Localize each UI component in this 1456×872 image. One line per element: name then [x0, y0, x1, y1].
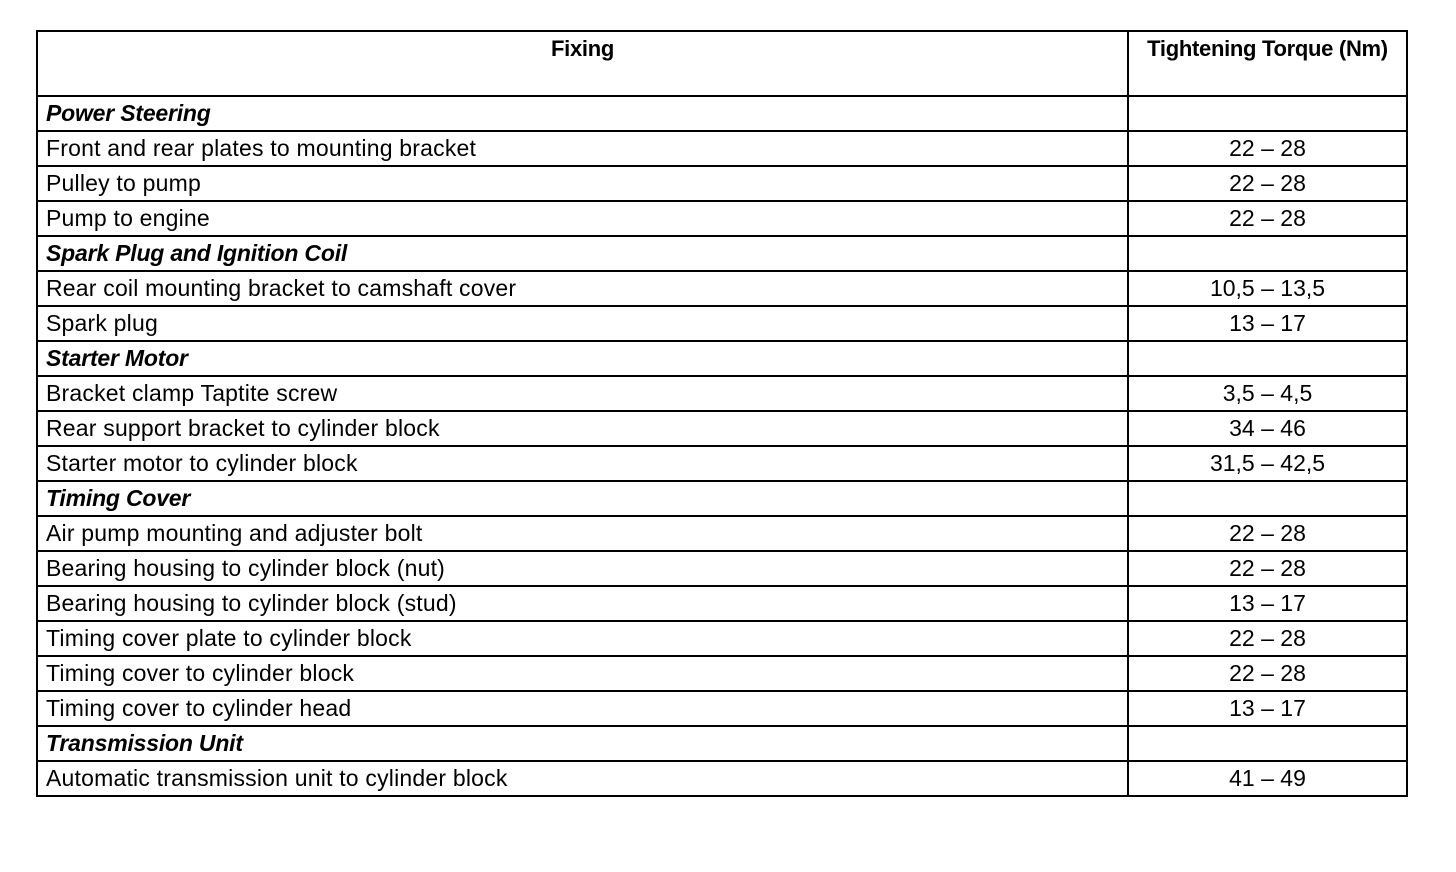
table-row — [37, 271, 1407, 306]
torque-cell: 31,5 – 42,5 — [1128, 446, 1407, 481]
torque-cell — [1128, 726, 1407, 761]
section-header-row — [37, 236, 1407, 271]
torque-cell — [1128, 341, 1407, 376]
fixing-cell: Timing cover plate to cylinder block — [37, 621, 1128, 656]
torque-cell: 3,5 – 4,5 — [1128, 376, 1407, 411]
table-row — [37, 201, 1407, 236]
torque-cell: 22 – 28 — [1128, 166, 1407, 201]
table-header-row — [37, 31, 1407, 96]
table-row — [37, 691, 1407, 726]
fixing-cell: Timing cover to cylinder block — [37, 656, 1128, 691]
table-row — [37, 166, 1407, 201]
fixing-cell: Bearing housing to cylinder block (stud) — [37, 586, 1128, 621]
header-tightening-torque: Tightening Torque (Nm) — [1128, 31, 1407, 96]
torque-cell: 34 – 46 — [1128, 411, 1407, 446]
table-row — [37, 131, 1407, 166]
table-row — [37, 306, 1407, 341]
torque-cell: 10,5 – 13,5 — [1128, 271, 1407, 306]
table-row — [37, 446, 1407, 481]
torque-cell: 22 – 28 — [1128, 621, 1407, 656]
fixing-cell: Spark plug — [37, 306, 1128, 341]
fixing-cell: Starter motor to cylinder block — [37, 446, 1128, 481]
section-header-row — [37, 481, 1407, 516]
torque-cell — [1128, 236, 1407, 271]
torque-cell: 22 – 28 — [1128, 131, 1407, 166]
section-title: Transmission Unit — [37, 726, 1128, 761]
torque-cell: 13 – 17 — [1128, 306, 1407, 341]
header-fixing: Fixing — [37, 31, 1128, 96]
table-row — [37, 656, 1407, 691]
torque-specification-table — [36, 30, 1408, 797]
torque-cell — [1128, 96, 1407, 131]
section-header-row — [37, 341, 1407, 376]
table-row — [37, 586, 1407, 621]
fixing-cell: Timing cover to cylinder head — [37, 691, 1128, 726]
table-body — [37, 96, 1407, 796]
section-title: Timing Cover — [37, 481, 1128, 516]
torque-cell — [1128, 481, 1407, 516]
table-row — [37, 411, 1407, 446]
table-row — [37, 621, 1407, 656]
torque-cell: 41 – 49 — [1128, 761, 1407, 796]
fixing-cell: Rear support bracket to cylinder block — [37, 411, 1128, 446]
fixing-cell: Front and rear plates to mounting bracket — [37, 131, 1128, 166]
section-title: Power Steering — [37, 96, 1128, 131]
table-row — [37, 376, 1407, 411]
torque-cell: 13 – 17 — [1128, 586, 1407, 621]
torque-cell: 22 – 28 — [1128, 656, 1407, 691]
section-title: Spark Plug and Ignition Coil — [37, 236, 1128, 271]
torque-cell: 13 – 17 — [1128, 691, 1407, 726]
fixing-cell: Bracket clamp Taptite screw — [37, 376, 1128, 411]
fixing-cell: Pump to engine — [37, 201, 1128, 236]
fixing-cell: Rear coil mounting bracket to camshaft cover — [37, 271, 1128, 306]
table-row — [37, 516, 1407, 551]
fixing-cell: Automatic transmission unit to cylinder block — [37, 761, 1128, 796]
table-row — [37, 761, 1407, 796]
torque-cell: 22 – 28 — [1128, 551, 1407, 586]
torque-cell: 22 – 28 — [1128, 201, 1407, 236]
table-row — [37, 551, 1407, 586]
torque-cell: 22 – 28 — [1128, 516, 1407, 551]
section-header-row — [37, 726, 1407, 761]
section-title: Starter Motor — [37, 341, 1128, 376]
section-header-row — [37, 96, 1407, 131]
fixing-cell: Pulley to pump — [37, 166, 1128, 201]
fixing-cell: Air pump mounting and adjuster bolt — [37, 516, 1128, 551]
fixing-cell: Bearing housing to cylinder block (nut) — [37, 551, 1128, 586]
